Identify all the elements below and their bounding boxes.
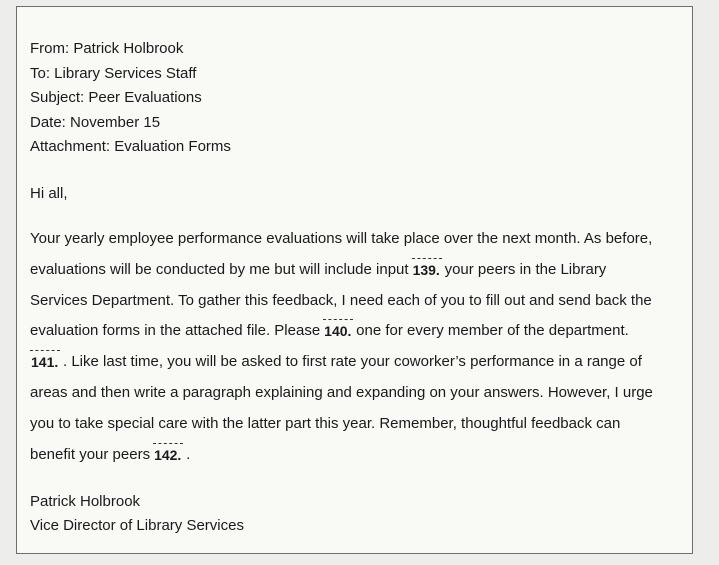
question-number: 142.: [154, 446, 182, 463]
email-document: [16, 6, 693, 554]
body-line: evaluation forms in the attached file. Please 140. one for every member of the department.: [30, 316, 690, 347]
blank-141[interactable]: [30, 352, 60, 371]
blank-140[interactable]: [323, 321, 353, 340]
question-number: 139.: [412, 261, 440, 278]
body-line: 141. . Like last time, you will be asked to first rate your coworker’s performance in a range of: [30, 347, 690, 378]
signature-block: [30, 490, 244, 538]
attachment-line: Attachment: Evaluation Forms: [30, 138, 231, 156]
body-line: benefit your peers 142. .: [30, 440, 690, 471]
greeting: Hi all,: [30, 185, 68, 202]
signature-name: Patrick Holbrook: [30, 493, 141, 510]
question-number: 141.: [31, 354, 59, 371]
email-body: [30, 224, 690, 470]
body-line: evaluations will be conducted by me but will include input 139. your peers in the Library: [30, 255, 690, 286]
blank-142[interactable]: [153, 445, 183, 463]
email-header: [30, 37, 231, 160]
date-line: Date: November 15: [30, 113, 161, 131]
body-line: areas and then write a paragraph explaining and expanding on your answers. However, I urge: [30, 383, 653, 401]
blank-139[interactable]: [412, 260, 442, 278]
body-line: Services Department. To gather this feedback, I need each of you to fill out and send back the: [30, 291, 652, 309]
to-line: To: Library Services Staff: [30, 64, 197, 82]
from-line: From: Patrick Holbrook: [30, 40, 184, 57]
body-line: you to take special care with the latter part this year. Remember, thoughtful feedback can: [30, 414, 621, 432]
question-number: 140.: [324, 323, 352, 340]
subject-line: Subject: Peer Evaluations: [30, 89, 202, 107]
signature-title: Vice Director of Library Services: [30, 517, 244, 534]
body-line: Your yearly employee performance evaluations will take place over the next month. As before,: [30, 230, 653, 247]
